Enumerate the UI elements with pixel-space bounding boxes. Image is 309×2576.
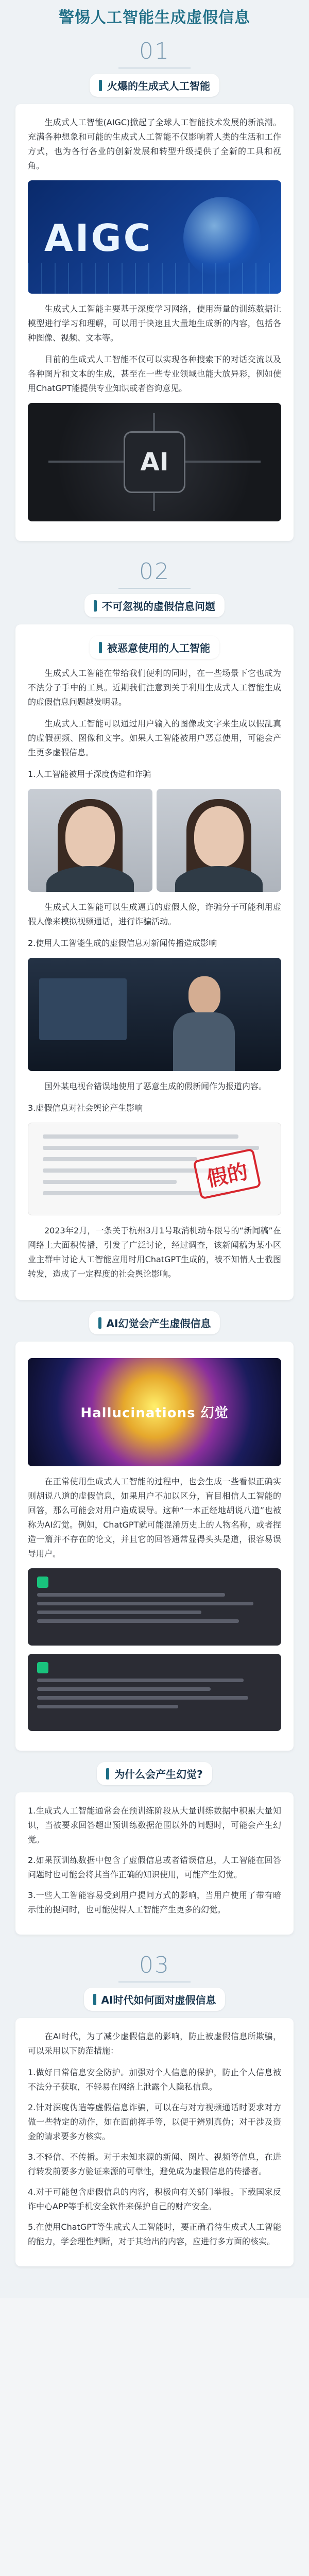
news-speaker-image bbox=[28, 958, 281, 1071]
paragraph bbox=[28, 352, 281, 396]
text-line bbox=[43, 1134, 238, 1139]
section-heading-chip bbox=[90, 74, 219, 97]
chat-line bbox=[37, 1679, 244, 1682]
section-heading-chip bbox=[89, 1311, 220, 1334]
face bbox=[65, 806, 115, 867]
content-card-02 bbox=[15, 624, 294, 1300]
paragraph-text: 2023年2月，一条关于杭州3月1号取消机动车限号的“新闻稿”在网络上大面积传播，引发了广泛讨论，经过调查，该新闻稿为某小区业主群中讨论人工智能应用时用ChatGPT生成的，被不知情人士截图转发，造成了一定程度的社会舆论影响。 bbox=[28, 1226, 281, 1279]
section-number: 01 bbox=[139, 38, 170, 64]
paragraph bbox=[28, 666, 281, 709]
content-card-hallucination bbox=[15, 1342, 294, 1751]
chip-trace bbox=[178, 461, 261, 463]
sub-heading-wrap bbox=[28, 636, 281, 659]
content-card-03 bbox=[15, 2018, 294, 2266]
paragraph bbox=[28, 1475, 281, 1561]
chat-line bbox=[37, 1705, 178, 1708]
section-heading-chip bbox=[84, 594, 225, 617]
face-photo-left bbox=[28, 789, 152, 892]
chat-line bbox=[37, 1593, 225, 1597]
paragraph bbox=[28, 900, 281, 929]
list-item: 4.对于可能包含虚假信息的内容，积极向有关部门举报。下载国家反诈中心APP等手机安全软件来保护自己的财产安全。 bbox=[28, 2187, 281, 2211]
chatbot-avatar-icon bbox=[37, 1662, 48, 1673]
divider bbox=[118, 1981, 191, 1982]
text-line bbox=[43, 1157, 197, 1161]
text-line bbox=[43, 1146, 259, 1150]
speaker-body bbox=[173, 1012, 235, 1071]
paragraph bbox=[28, 717, 281, 760]
chip-trace bbox=[48, 461, 131, 463]
list-item: 3.一些人工智能容易受到用户提问方式的影响，当用户使用了带有暗示性的提问时，也可能使得人工智能产生更多的幻觉。 bbox=[28, 1890, 281, 1914]
section-heading-chip bbox=[84, 1988, 226, 2011]
list-item: 1.生成式人工智能通常会在预训练阶段从大量训练数据中积累大量知识，当被要求回答超出预训练数据范围以外的问题时，可能会产生幻觉。 bbox=[28, 1806, 281, 1844]
section-header-03 bbox=[0, 1946, 309, 2011]
aigc-illustration bbox=[28, 180, 281, 294]
chat-line bbox=[37, 1602, 253, 1605]
list-item: 1.做好日常信息安全防护。加强对个人信息的保护，防止个人信息被不法分子获取，不轻易在网络上泄露个人隐私信息。 bbox=[28, 2067, 281, 2092]
chat-line bbox=[37, 1687, 211, 1691]
chip-label: AI bbox=[140, 448, 169, 477]
accent-bar bbox=[99, 80, 102, 91]
paragraph-text: 生成式人工智能在带给我们便利的同时，在一些场景下它也成为不法分子手中的工具。近期我们注意到关于利用生成式人工智能生成的虚假信息问题越发明显。 bbox=[28, 668, 281, 707]
text-line bbox=[43, 1180, 177, 1184]
section-heading: 不可忽视的虚假信息问题 bbox=[102, 600, 215, 613]
accent-bar bbox=[98, 1317, 101, 1329]
paragraph bbox=[28, 1079, 281, 1094]
accent-bar bbox=[93, 1994, 96, 2005]
speaker-head bbox=[188, 976, 220, 1014]
list-heading: 1.人工智能被用于深度伪造和诈骗 bbox=[28, 769, 151, 779]
chat-screenshot-2 bbox=[28, 1654, 281, 1731]
content-card-why bbox=[15, 1792, 294, 1935]
list-item: 2.如果预训练数据中包含了虚假信息或者错误信息，人工智能在回答问题时也可能会将其当作正确的知识使用，可能产生幻觉。 bbox=[28, 1855, 281, 1879]
sub-section-head bbox=[0, 1762, 309, 1785]
paragraph-text: 在正常使用生成式人工智能的过程中，也会生成一些看似正确实则胡说八道的虚假信息，如果用户不加以区分，盲目相信人工智能的回答，那么可能会对用户造成误导。这种“一本正经地胡说八道”也被称为AI幻觉。例如，ChatGPT就可能混淆历史上的人物名称，或者捏造一篇并不存在的论文，并且它的回答通常显得头头是道，很容易误导用户。 bbox=[28, 1477, 281, 1558]
list-item: 2.针对深度伪造等虚假信息诈骗，可以在与对方视频通话时要求对方做一些特定的动作，如在面前挥手等，以便于辨别真伪；对于涉及资金的请求要多方核实。 bbox=[28, 2103, 281, 2141]
paragraph bbox=[28, 115, 281, 173]
list-heading: 2.使用人工智能生成的虚假信息对新闻传播造成影响 bbox=[28, 938, 217, 948]
face-photo-right bbox=[157, 789, 281, 892]
accent-bar bbox=[99, 642, 102, 653]
hallucination-illustration bbox=[28, 1358, 281, 1466]
fake-stamp: 假的 bbox=[193, 1148, 261, 1199]
paragraph-text: 生成式人工智能可以生成逼真的虚假人像，诈骗分子可能利用虚假人像来模拟视频通话，进行诈骗活动。 bbox=[28, 902, 281, 926]
deepfake-faces-image bbox=[28, 789, 281, 892]
chat-line bbox=[37, 1611, 201, 1614]
speaker-figure bbox=[173, 976, 235, 1071]
hallucination-title: Hallucinations 幻觉 bbox=[80, 1405, 229, 1421]
paragraph-text: 生成式人工智能主要基于深度学习网络，使用海量的训练数据让模型进行学习和理解，可以用于快速且大量地生成新的内容，包括各种图像、视频、文本等。 bbox=[28, 304, 281, 343]
section-heading: AI时代如何面对虚假信息 bbox=[101, 1994, 216, 2006]
divider bbox=[118, 67, 191, 69]
tv-screen bbox=[39, 978, 127, 1040]
paragraph-text: 生成式人工智能可以通过用户输入的图像或文字来生成以假乱真的虚假视频、图像和文字。如果人工智能被用户恶意使用，可能会产生更多虚假信息。 bbox=[28, 719, 281, 757]
content-card-01 bbox=[15, 104, 294, 541]
fake-news-screenshot bbox=[28, 1123, 281, 1215]
list-item: 5.在使用ChatGPT等生成式人工智能时，要正确看待生成式人工智能的能力，学会理性判断，对于其给出的内容，应进行多方面的核实。 bbox=[28, 2222, 281, 2246]
section-number: 03 bbox=[139, 1952, 170, 1978]
section-heading: AI幻觉会产生虚假信息 bbox=[106, 1317, 211, 1330]
section-heading-chip bbox=[97, 1762, 212, 1785]
sub-heading-chip bbox=[90, 636, 219, 659]
chat-line bbox=[37, 1619, 239, 1623]
section-header-01 bbox=[0, 32, 309, 97]
aigc-logo-text: AIGC bbox=[44, 216, 153, 260]
ai-chip-illustration bbox=[28, 403, 281, 521]
paragraph-text: 生成式人工智能(AIGC)掀起了全球人工智能技术发展的新浪潮。充满各种想象和可能的生成式人工智能不仅影响着人类的生活和工作方式，也为各行各业的创新发展和转型升级提供了全新的工具和视角。 bbox=[28, 117, 281, 171]
list-item: 3.不轻信、不传播。对于未知来源的新闻、图片、视频等信息，在进行转发前要多方验证来源的可靠性，避免成为虚假信息的传播者。 bbox=[28, 2152, 281, 2176]
ai-chip bbox=[124, 431, 185, 493]
accent-bar bbox=[94, 600, 97, 612]
accent-bar bbox=[106, 1768, 109, 1780]
paragraph bbox=[28, 2029, 281, 2058]
paragraph-text: 在AI时代，为了减少虚假信息的影响，防止被虚假信息所欺骗，可以采用以下防范措施： bbox=[28, 2031, 281, 2056]
section-header-02 bbox=[0, 552, 309, 617]
footer-space bbox=[0, 2278, 309, 2298]
face bbox=[194, 806, 244, 867]
paragraph-text: 目前的生成式人工智能不仅可以实现各种搜索下的对话交流以及各种图片和文本的生成，甚至在一些专业领域也能大放异彩，例如使用ChatGPT能提供专业知识或者咨询意见。 bbox=[28, 354, 281, 393]
section-heading: 火爆的生成式人工智能 bbox=[107, 80, 210, 92]
list-heading: 3.虚假信息对社会舆论产生影响 bbox=[28, 1103, 143, 1113]
sub-section-head bbox=[0, 1311, 309, 1334]
sub-heading: 被恶意使用的人工智能 bbox=[107, 642, 210, 654]
section-heading: 为什么会产生幻觉? bbox=[114, 1768, 203, 1781]
section-number: 02 bbox=[139, 558, 170, 585]
chat-line bbox=[37, 1696, 248, 1700]
circuit-lines bbox=[28, 263, 281, 294]
chatbot-avatar-icon bbox=[37, 1577, 48, 1588]
paragraph bbox=[28, 302, 281, 345]
page-title: 警惕人工智能生成虚假信息 bbox=[59, 9, 250, 27]
divider bbox=[118, 588, 191, 589]
paragraph bbox=[28, 1224, 281, 1281]
paragraph-text: 国外某电视台错误地使用了恶意生成的假新闻作为报道内容。 bbox=[44, 1081, 267, 1091]
chat-screenshot-1 bbox=[28, 1568, 281, 1646]
